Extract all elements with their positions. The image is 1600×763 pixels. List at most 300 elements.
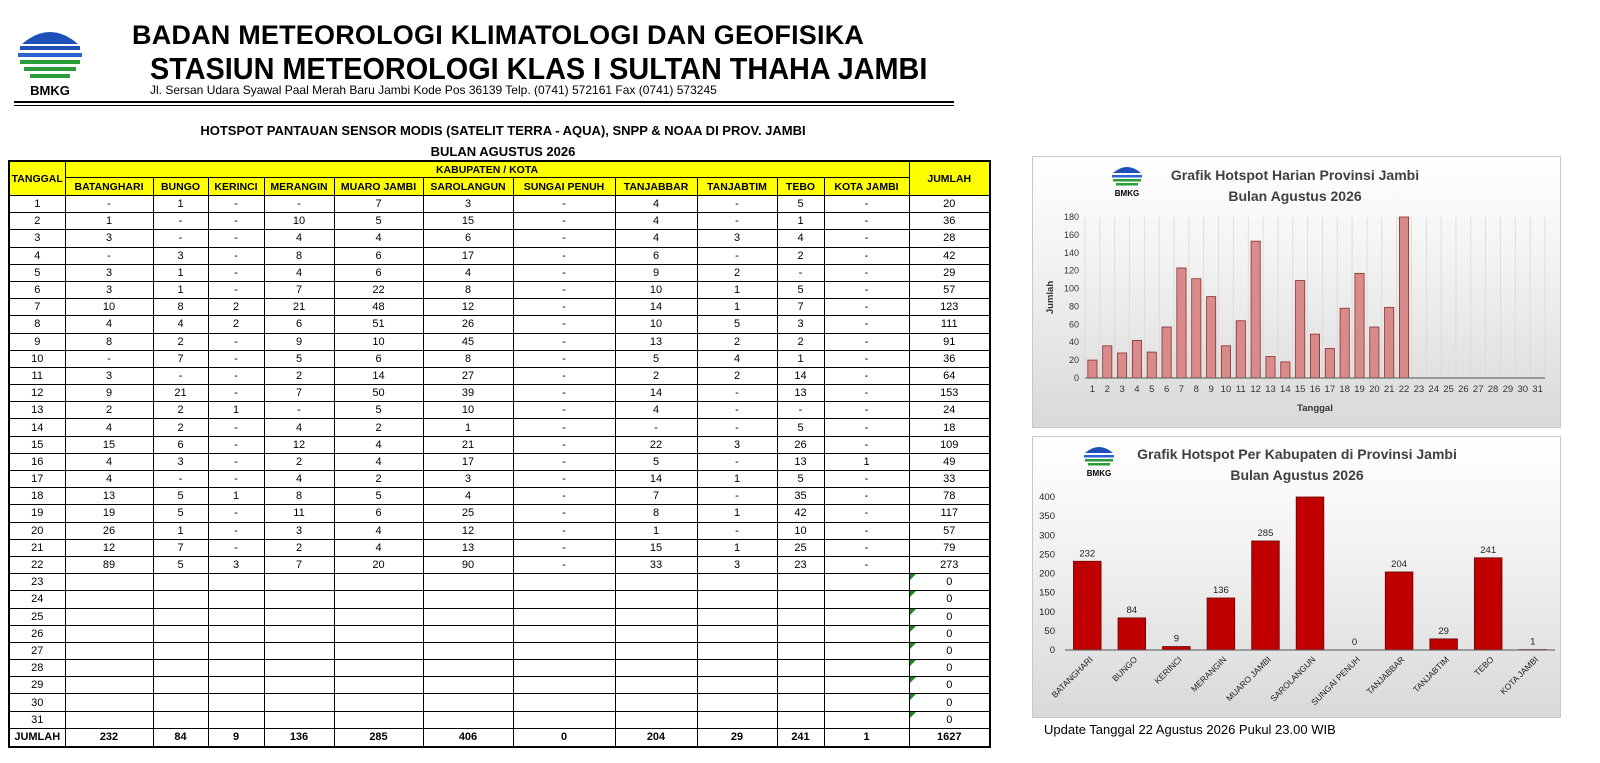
table-cell: 35 [777, 488, 824, 505]
table-cell: 123 [909, 299, 990, 316]
table-cell: 12 [423, 522, 513, 539]
table-cell [423, 677, 513, 694]
table-cell [65, 591, 153, 608]
table-cell: 17 [423, 247, 513, 264]
table-cell: 20 [334, 556, 423, 573]
total-cell: 84 [153, 728, 208, 747]
bar [1430, 639, 1458, 650]
table-cell: - [208, 264, 264, 281]
table-cell [264, 660, 334, 677]
bar [1474, 558, 1502, 650]
table-cell [153, 677, 208, 694]
table-cell: 5 [777, 419, 824, 436]
table-cell: 12 [423, 299, 513, 316]
bar [1252, 541, 1280, 650]
table-cell: 6 [615, 247, 697, 264]
table-cell [513, 608, 615, 625]
table-cell: 6 [9, 281, 65, 298]
table-cell: 15 [9, 436, 65, 453]
table-cell: 13 [777, 385, 824, 402]
table-cell: 24 [909, 402, 990, 419]
bar [1132, 340, 1141, 378]
table-row [9, 505, 990, 522]
bmkg-mini-logo [1084, 447, 1114, 466]
table-cell [423, 574, 513, 591]
table-cell: 10 [264, 213, 334, 230]
table-row [9, 642, 990, 659]
table-cell [264, 625, 334, 642]
table-cell: 25 [777, 539, 824, 556]
x-tick-label: 29 [1502, 384, 1514, 395]
x-tick-label: 23 [1413, 384, 1425, 395]
table-cell: 4 [334, 230, 423, 247]
table-cell: - [208, 333, 264, 350]
table-cell: 89 [65, 556, 153, 573]
table-cell: - [513, 505, 615, 522]
table-cell [153, 591, 208, 608]
table-cell [208, 574, 264, 591]
y-axis-label: Jumlah [1045, 280, 1056, 315]
table-cell: - [513, 402, 615, 419]
table-cell [334, 660, 423, 677]
table-row [9, 213, 990, 230]
table-cell: 7 [9, 299, 65, 316]
table-cell: 14 [615, 471, 697, 488]
hotspot-table [8, 160, 991, 748]
table-cell: 7 [264, 281, 334, 298]
table-cell: 1 [697, 299, 777, 316]
table-cell: 16 [9, 453, 65, 470]
table-cell: 2 [153, 402, 208, 419]
table-cell: 2 [777, 247, 824, 264]
table-row [9, 694, 990, 711]
table-cell: - [777, 402, 824, 419]
table-cell: 4 [615, 196, 697, 213]
org-name: BADAN METEOROLOGI KLIMATOLOGI DAN GEOFISIKA [132, 20, 865, 50]
table-row [9, 264, 990, 281]
table-cell: 33 [909, 471, 990, 488]
table-cell: 4 [423, 264, 513, 281]
district-header: SAROLANGUN [423, 178, 513, 196]
table-cell [697, 711, 777, 728]
table-cell [697, 574, 777, 591]
table-cell: - [208, 436, 264, 453]
table-cell [824, 660, 909, 677]
table-cell: 13 [65, 488, 153, 505]
table-cell [777, 711, 824, 728]
col-jumlah: JUMLAH [909, 161, 990, 196]
table-cell: 8 [423, 350, 513, 367]
table-cell: 10 [423, 402, 513, 419]
table-cell [615, 677, 697, 694]
x-tick-label: 3 [1119, 384, 1125, 395]
chart-title: Grafik Hotspot Harian Provinsi Jambi [1170, 167, 1420, 183]
x-tick-label: KERINCI [1152, 654, 1184, 686]
table-cell: - [697, 488, 777, 505]
table-cell: 3 [777, 316, 824, 333]
table-cell: - [824, 436, 909, 453]
table-cell [65, 694, 153, 711]
table-cell: 30 [9, 694, 65, 711]
total-cell: 136 [264, 728, 334, 747]
header-divider-thin [14, 105, 954, 106]
table-cell: 3 [65, 281, 153, 298]
table-cell: 17 [423, 453, 513, 470]
table-cell: 5 [615, 453, 697, 470]
table-cell: 1 [615, 522, 697, 539]
table-cell [65, 711, 153, 728]
table-cell: 8 [423, 281, 513, 298]
table-cell: 4 [777, 230, 824, 247]
table-cell [264, 677, 334, 694]
table-cell: - [153, 367, 208, 384]
bar [1325, 348, 1334, 378]
table-cell: 7 [264, 556, 334, 573]
table-cell: - [513, 436, 615, 453]
table-cell [334, 642, 423, 659]
table-cell: 1 [65, 213, 153, 230]
table-cell: - [697, 213, 777, 230]
table-cell: - [824, 385, 909, 402]
y-tick-label: 400 [1039, 492, 1055, 503]
table-cell: 4 [423, 488, 513, 505]
table-cell: 29 [9, 677, 65, 694]
table-cell: 4 [334, 436, 423, 453]
x-tick-label: 5 [1149, 384, 1155, 395]
table-row [9, 625, 990, 642]
district-header: BATANGHARI [65, 178, 153, 196]
table-cell: 15 [615, 539, 697, 556]
table-cell: 10 [9, 350, 65, 367]
table-cell: 5 [334, 488, 423, 505]
x-tick-label: 6 [1163, 384, 1170, 395]
district-hotspot-chart [1032, 436, 1561, 718]
table-cell [65, 677, 153, 694]
table-cell: 64 [909, 367, 990, 384]
table-cell [423, 642, 513, 659]
col-group: KABUPATEN / KOTA [65, 161, 909, 178]
table-cell: 3 [153, 453, 208, 470]
table-cell: 19 [65, 505, 153, 522]
district-header: KOTA JAMBI [824, 178, 909, 196]
table-cell: 6 [334, 350, 423, 367]
table-cell: - [513, 471, 615, 488]
table-cell: 36 [909, 213, 990, 230]
table-cell: 21 [264, 299, 334, 316]
table-cell [153, 625, 208, 642]
table-cell: 13 [615, 333, 697, 350]
x-tick-label: 9 [1208, 384, 1214, 395]
x-tick-label: 18 [1339, 384, 1350, 395]
table-cell: 4 [264, 264, 334, 281]
table-cell: - [208, 539, 264, 556]
table-cell: - [824, 402, 909, 419]
table-cell: 9 [264, 333, 334, 350]
table-cell: 10 [334, 333, 423, 350]
table-cell: 4 [65, 471, 153, 488]
table-cell: - [208, 419, 264, 436]
table-row [9, 488, 990, 505]
bar [1340, 308, 1349, 378]
table-cell: 6 [334, 505, 423, 522]
table-cell: - [65, 350, 153, 367]
table-cell: 15 [423, 213, 513, 230]
table-cell: 10 [615, 281, 697, 298]
table-cell: 18 [909, 419, 990, 436]
data-label: 136 [1212, 584, 1229, 596]
bar [1370, 327, 1379, 378]
table-cell: 3 [697, 230, 777, 247]
table-cell: 36 [909, 350, 990, 367]
table-cell: 28 [909, 230, 990, 247]
x-tick-label: 4 [1134, 384, 1140, 395]
table-cell: 109 [909, 436, 990, 453]
table-cell: - [65, 196, 153, 213]
table-cell: 5 [153, 556, 208, 573]
table-cell [423, 625, 513, 642]
table-cell: - [513, 247, 615, 264]
x-tick-label: 15 [1294, 384, 1306, 395]
table-cell: - [824, 419, 909, 436]
table-cell: 22 [9, 556, 65, 573]
daily-hotspot-chart [1032, 156, 1561, 428]
total-cell: 241 [777, 728, 824, 747]
table-cell: 23 [777, 556, 824, 573]
table-cell [697, 677, 777, 694]
table-row [9, 608, 990, 625]
table-cell: - [824, 350, 909, 367]
table-cell: - [697, 522, 777, 539]
table-cell: 2 [153, 419, 208, 436]
x-tick-label: 14 [1280, 384, 1291, 395]
table-cell: 1 [9, 196, 65, 213]
table-cell: 2 [334, 471, 423, 488]
table-cell: 1 [777, 350, 824, 367]
district-header: TANJABBAR [615, 178, 697, 196]
district-header: MERANGIN [264, 178, 334, 196]
table-cell: 9 [9, 333, 65, 350]
table-cell: 91 [909, 333, 990, 350]
table-cell: 25 [423, 505, 513, 522]
data-label: 84 [1126, 604, 1138, 616]
x-tick-label: KOTA JAMBI [1498, 654, 1541, 697]
table-cell: 4 [9, 247, 65, 264]
table-cell: 21 [9, 539, 65, 556]
table-cell: 22 [615, 436, 697, 453]
table-cell [513, 591, 615, 608]
table-cell [153, 694, 208, 711]
table-cell: 31 [9, 711, 65, 728]
x-tick-label: 25 [1443, 384, 1454, 395]
table-cell [824, 608, 909, 625]
table-cell: 10 [777, 522, 824, 539]
table-cell: - [824, 281, 909, 298]
table-cell [615, 711, 697, 728]
district-header: MUARO JAMBI [334, 178, 423, 196]
table-row [9, 591, 990, 608]
district-header: SUNGAI PENUH [513, 178, 615, 196]
table-cell: - [697, 453, 777, 470]
table-cell: - [824, 488, 909, 505]
table-cell: 2 [208, 299, 264, 316]
table-cell: 79 [909, 539, 990, 556]
table-cell [65, 660, 153, 677]
table-cell: 57 [909, 281, 990, 298]
bar [1310, 334, 1319, 378]
table-row [9, 333, 990, 350]
table-cell: 7 [264, 385, 334, 402]
table-cell [208, 660, 264, 677]
table-cell [264, 642, 334, 659]
bar [1147, 352, 1156, 378]
x-tick-label: MERANGIN [1188, 654, 1229, 694]
table-cell: 0 [909, 677, 990, 694]
table-cell [777, 574, 824, 591]
table-row [9, 522, 990, 539]
table-cell [334, 608, 423, 625]
table-cell: - [513, 385, 615, 402]
table-cell: 5 [334, 402, 423, 419]
table-row [9, 316, 990, 333]
table-cell [208, 711, 264, 728]
table-cell [777, 608, 824, 625]
totals-row [9, 728, 990, 747]
y-tick-label: 20 [1068, 355, 1079, 366]
table-cell: - [824, 213, 909, 230]
table-cell: 29 [909, 264, 990, 281]
table-cell: 18 [9, 488, 65, 505]
table-cell: 5 [9, 264, 65, 281]
table-cell: 5 [777, 196, 824, 213]
bar [1296, 281, 1305, 378]
table-cell: - [513, 196, 615, 213]
table-cell: 3 [65, 230, 153, 247]
y-tick-label: 140 [1063, 247, 1079, 258]
table-cell [615, 694, 697, 711]
table-cell [513, 642, 615, 659]
total-cell: JUMLAH [9, 728, 65, 747]
table-cell: 1 [777, 213, 824, 230]
table-cell [615, 591, 697, 608]
data-label: 9 [1173, 633, 1180, 645]
x-tick-label: 22 [1398, 384, 1410, 395]
table-cell: 5 [777, 471, 824, 488]
y-tick-label: 0 [1073, 373, 1079, 383]
table-cell: - [513, 367, 615, 384]
table-cell: 33 [615, 556, 697, 573]
table-cell: 1 [208, 402, 264, 419]
table-cell: 4 [65, 316, 153, 333]
table-cell: 8 [9, 316, 65, 333]
table-cell: 3 [208, 556, 264, 573]
table-cell [208, 625, 264, 642]
table-cell: 117 [909, 505, 990, 522]
table-cell: - [264, 402, 334, 419]
table-cell: - [824, 539, 909, 556]
table-cell [777, 677, 824, 694]
table-cell: 14 [615, 299, 697, 316]
data-label: 1 [1530, 636, 1536, 648]
total-cell: 1 [824, 728, 909, 747]
table-cell [513, 660, 615, 677]
table-cell [513, 694, 615, 711]
table-cell: 0 [909, 625, 990, 642]
table-cell: 4 [615, 230, 697, 247]
total-cell: 406 [423, 728, 513, 747]
table-cell: 13 [777, 453, 824, 470]
table-cell [777, 625, 824, 642]
table-cell: - [513, 488, 615, 505]
table-cell: 14 [9, 419, 65, 436]
table-cell: 5 [777, 281, 824, 298]
table-cell: 2 [697, 333, 777, 350]
table-cell: 3 [423, 471, 513, 488]
table-cell: - [824, 264, 909, 281]
table-cell: 4 [65, 419, 153, 436]
table-cell [65, 574, 153, 591]
table-cell [697, 642, 777, 659]
table-row [9, 660, 990, 677]
table-cell: - [208, 350, 264, 367]
chart-logo-label: BMKG [1114, 189, 1140, 198]
table-cell: 2 [697, 367, 777, 384]
bar [1118, 618, 1146, 650]
x-tick-label: TANJABTIM [1411, 654, 1452, 695]
table-cell [264, 694, 334, 711]
x-tick-label: 11 [1235, 384, 1246, 395]
table-cell [334, 591, 423, 608]
x-tick-label: TANJABBAR [1364, 654, 1407, 697]
table-cell: - [513, 522, 615, 539]
table-cell: - [153, 213, 208, 230]
bar [1385, 572, 1413, 650]
station-name: STASIUN METEOROLOGI KLAS I SULTAN THAHA JAMBI [150, 51, 928, 86]
table-cell: 2 [264, 367, 334, 384]
table-cell [208, 694, 264, 711]
table-cell: 4 [615, 402, 697, 419]
y-tick-label: 100 [1063, 283, 1079, 294]
x-tick-label: SAROLANGUN [1268, 654, 1318, 704]
x-tick-label: 17 [1324, 384, 1336, 395]
table-cell [777, 660, 824, 677]
table-cell: - [153, 471, 208, 488]
bar [1207, 297, 1216, 378]
table-cell: 4 [264, 471, 334, 488]
x-tick-label: 21 [1383, 384, 1395, 395]
table-cell: 2 [65, 402, 153, 419]
table-cell: 26 [423, 316, 513, 333]
table-cell: - [697, 419, 777, 436]
table-cell: 42 [909, 247, 990, 264]
table-cell: 1 [824, 453, 909, 470]
table-cell: - [697, 385, 777, 402]
bar [1385, 307, 1394, 378]
x-tick-label: TEBO [1472, 654, 1496, 678]
table-cell [264, 574, 334, 591]
table-row [9, 350, 990, 367]
table-cell: - [513, 350, 615, 367]
table-cell: 12 [65, 539, 153, 556]
table-cell: 14 [615, 385, 697, 402]
bar [1399, 217, 1408, 378]
table-cell: 51 [334, 316, 423, 333]
update-note: Update Tanggal 22 Agustus 2026 Pukul 23.00 WIB [1044, 722, 1336, 737]
table-row [9, 471, 990, 488]
x-tick-label: BATANGHARI [1049, 654, 1095, 700]
table-row [9, 539, 990, 556]
table-cell: 22 [334, 281, 423, 298]
y-tick-label: 180 [1063, 212, 1079, 222]
